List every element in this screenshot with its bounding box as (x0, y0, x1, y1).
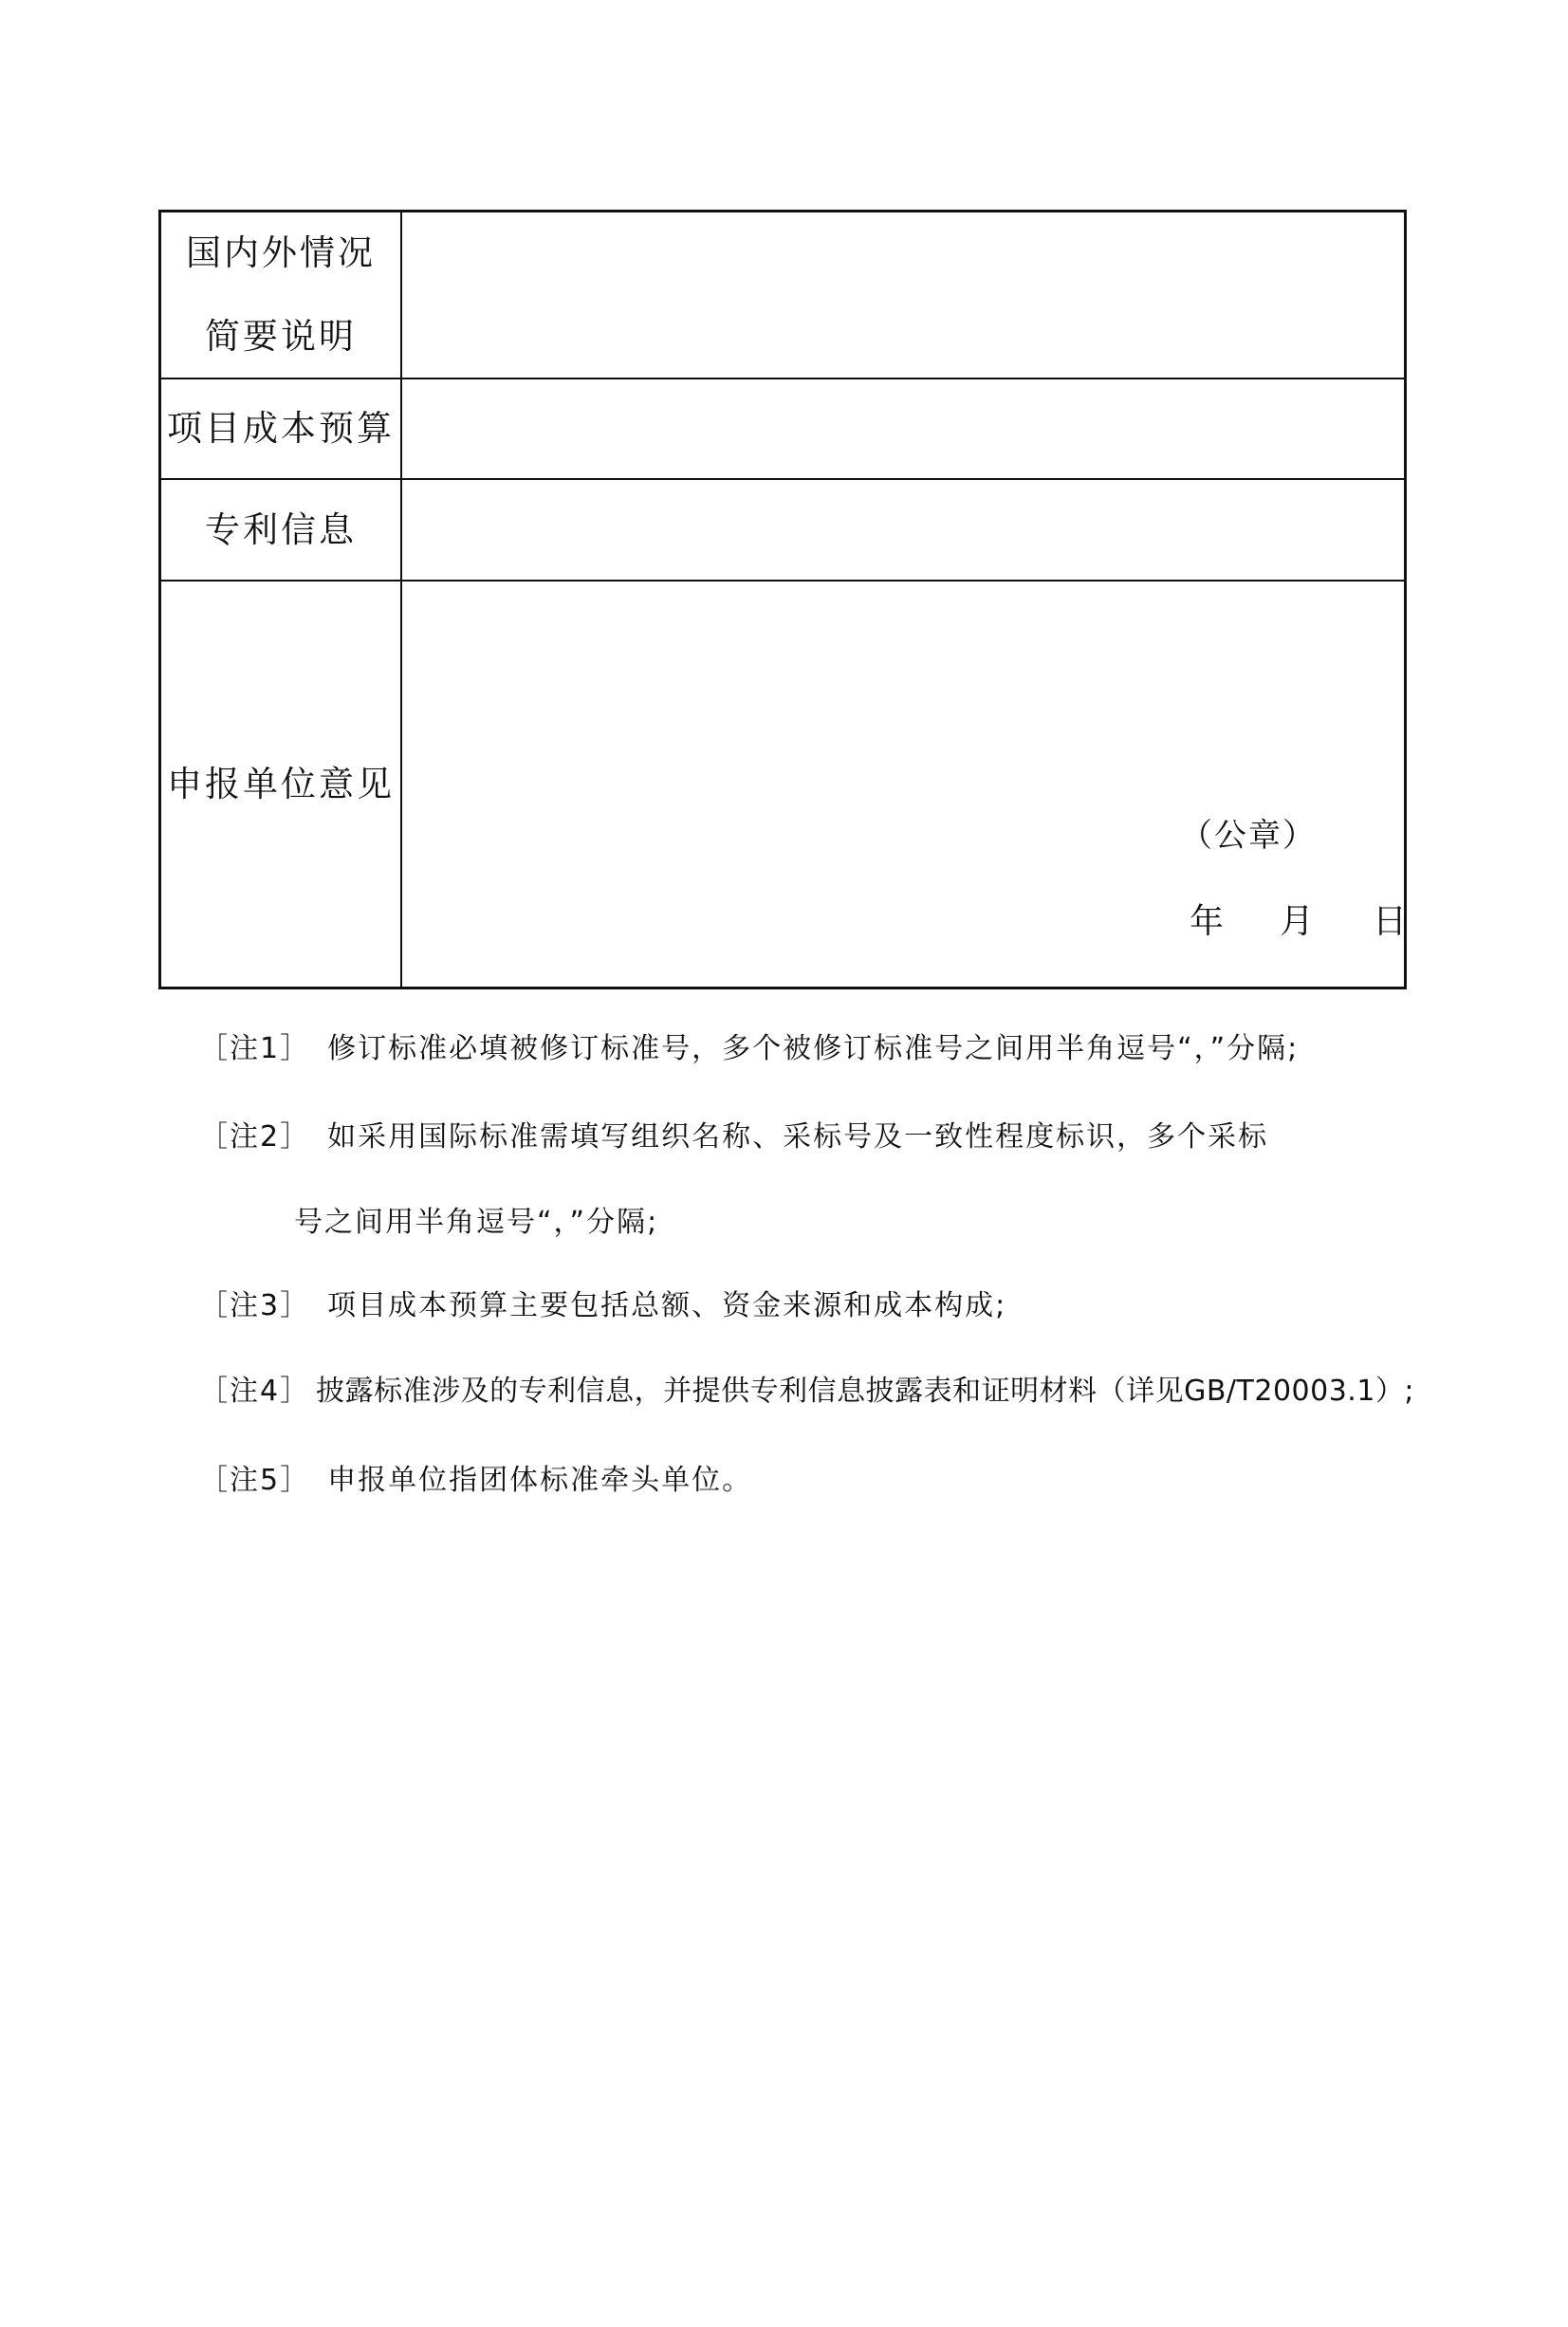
row-applicant-opinion (161, 582, 1408, 987)
note-tag: ［注2］ (199, 1120, 311, 1154)
applicant-opinion-label: 申报单位意见 (167, 763, 395, 804)
label-cell (161, 212, 402, 378)
patent-info-field[interactable] (402, 480, 1404, 580)
label-cell (161, 582, 402, 987)
note-text: 申报单位指团体标准牵头单位。 (327, 1464, 753, 1497)
note-text: 披露标准涉及的专利信息，并提供专利信息披露表和证明材料（详见GB/T20003.1）; (316, 1375, 1415, 1408)
note-text: 项目成本预算主要包括总额、资金来源和成本构成; (327, 1289, 1007, 1322)
label-line-2: 简要说明 (205, 316, 357, 357)
patent-info-label: 专利信息 (205, 508, 357, 550)
note-1 (199, 1025, 1299, 1066)
project-cost-budget-label: 项目成本预算 (167, 408, 395, 449)
date-year-label: 年 (1190, 902, 1225, 941)
note-tag: ［注4］ (199, 1375, 311, 1408)
note-tag: ［注5］ (199, 1464, 311, 1497)
row-domestic-international-status (161, 212, 1404, 379)
note-tag: ［注3］ (199, 1289, 311, 1322)
label-cell (161, 379, 402, 478)
note-2 (199, 1113, 1268, 1154)
note-2-continuation: 号之间用半角逗号“，”分隔; (294, 1206, 659, 1239)
row-project-cost-budget (161, 379, 1404, 480)
domestic-international-status-field[interactable] (402, 212, 1404, 378)
note-3 (199, 1282, 1006, 1323)
date-day-label: 日 (1373, 902, 1408, 941)
application-form-table (158, 210, 1407, 989)
official-seal-placeholder: （公章） (1180, 817, 1317, 855)
project-cost-budget-field[interactable] (402, 379, 1404, 478)
note-4 (199, 1367, 1414, 1409)
note-text: 修订标准必填被修订标准号，多个被修订标准号之间用半角逗号“，”分隔; (327, 1032, 1300, 1065)
label-line-1: 国内外情况 (186, 232, 376, 273)
row-patent-info (161, 480, 1404, 582)
applicant-opinion-field[interactable] (402, 582, 1408, 987)
note-tag: ［注1］ (199, 1032, 311, 1065)
label-cell (161, 480, 402, 580)
note-text: 如采用国际标准需填写组织名称、采标号及一致性程度标识，多个采标 (327, 1120, 1269, 1154)
note-5 (199, 1456, 752, 1498)
date-month-label: 月 (1280, 902, 1315, 941)
